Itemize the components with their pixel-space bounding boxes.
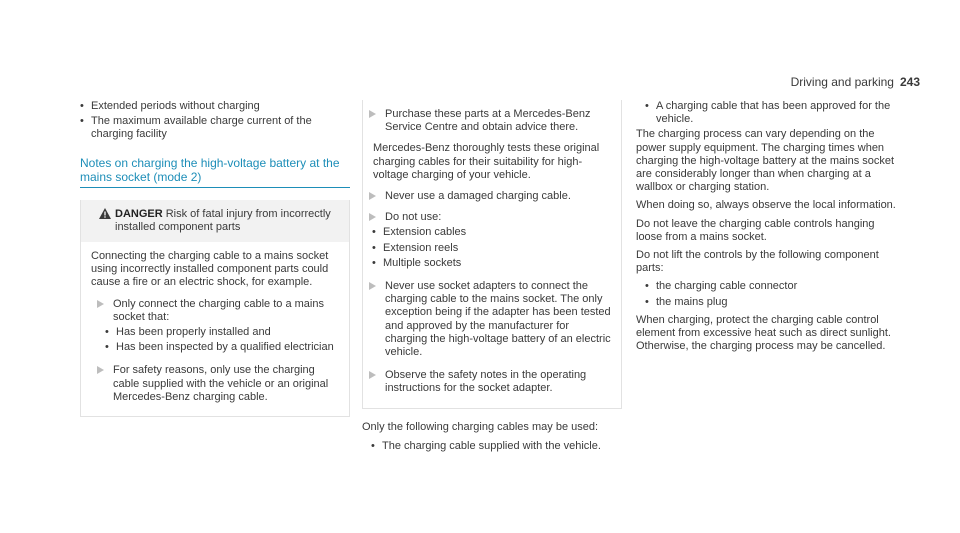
danger-heading-text: Risk of fatal injury from incorrectly installed component parts: [115, 207, 331, 233]
column-3: [636, 100, 896, 358]
list-item: • the mains plug: [645, 296, 896, 309]
action-text: Purchase these parts at a Mercedes-Benz Service Centre and obtain advice there.: [385, 108, 591, 134]
arrow-right-icon: [369, 192, 376, 200]
action-text: For safety reasons, only use the charging cable supplied with the vehicle or an original Mercedes-Benz charging cable.: [113, 364, 329, 403]
danger-description: Connecting the charging cable to a mains socket using incorrectly installed component parts could cause a fire or an electric shock, for example.: [91, 250, 329, 289]
arrow-right-icon: [369, 282, 376, 290]
arrow-right-icon: [369, 371, 376, 379]
list-item: • Has been properly installed and: [105, 326, 339, 339]
arrow-right-icon: [369, 110, 376, 118]
arrow-right-icon: [369, 213, 376, 221]
list-item: • Extension reels: [372, 242, 611, 255]
column-1: [80, 100, 350, 417]
action-step: [363, 211, 611, 224]
action-text: Do not use:: [385, 211, 442, 224]
paragraph: The charging process can vary depending on the power supply equipment. The charging times when charging the high-voltage battery at the mains socket are considerably longer than when charging at a wallbox or charging station.: [636, 128, 895, 194]
page-number: 243: [899, 75, 920, 89]
section-name: Driving and parking: [790, 75, 894, 89]
list-item: • Has been inspected by a qualified electrician: [105, 341, 339, 354]
paragraph: When charging, protect the charging cable control element from excessive heat such as direct sunlight. Otherwise, the charging process may be cancelled.: [636, 313, 891, 353]
danger-label: DANGER: [115, 207, 163, 220]
list-item: • Extended periods without charging: [80, 100, 350, 113]
action-bullets: [91, 326, 339, 354]
action-text: Never use a damaged charging cable.: [385, 190, 571, 203]
action-text: Never use socket adapters to connect the charging cable to the mains socket. The only exception being if the adapter has been tested and approved by the manufacturer for charging the high-voltage battery of an electric vehicle.: [385, 280, 611, 359]
danger-box: [80, 200, 350, 417]
list-item: • The maximum available charge current of the charging facility: [80, 115, 350, 141]
component-bullets: [636, 280, 896, 308]
paragraph: Do not lift the controls by the following component parts:: [636, 249, 879, 275]
section-title: Notes on charging the high-voltage battery at the mains socket (mode 2): [80, 156, 350, 188]
list-item: • A charging cable that has been approved for the vehicle.: [645, 100, 896, 126]
list-item: • Extension cables: [372, 226, 611, 239]
paragraph: Do not leave the charging cable controls hanging loose from a mains socket.: [636, 217, 875, 243]
action-step: [363, 369, 611, 395]
action-step: [363, 190, 611, 203]
arrow-right-icon: [97, 366, 104, 374]
action-bullets: [363, 226, 611, 270]
paragraph: When doing so, always observe the local information.: [636, 199, 896, 212]
list-item: • Multiple sockets: [372, 257, 611, 270]
action-text: Observe the safety notes in the operating instructions for the socket adapter.: [385, 369, 587, 395]
paragraph: Only the following charging cables may be used:: [362, 420, 599, 433]
cable-bullets: [362, 440, 622, 453]
action-text: Only connect the charging cable to a mains socket that:: [113, 297, 324, 323]
action-step: [91, 364, 339, 404]
paragraph: Mercedes-Benz thoroughly tests these original charging cables for their suitability for high-voltage charging of your vehicle.: [373, 142, 600, 181]
action-step: [363, 108, 611, 134]
arrow-right-icon: [97, 300, 104, 308]
danger-box-continued: [362, 100, 622, 409]
danger-heading: [81, 200, 349, 242]
cable-bullets: [636, 100, 896, 126]
column-2: [362, 100, 622, 455]
danger-body: [81, 242, 349, 416]
warning-triangle-icon: [99, 208, 111, 219]
action-step: [363, 280, 611, 359]
list-item: • the charging cable connector: [645, 280, 896, 293]
top-bullet-list: [80, 100, 350, 142]
action-step: [91, 298, 339, 324]
page-header: [791, 75, 920, 89]
list-item: • The charging cable supplied with the vehicle.: [371, 440, 622, 453]
